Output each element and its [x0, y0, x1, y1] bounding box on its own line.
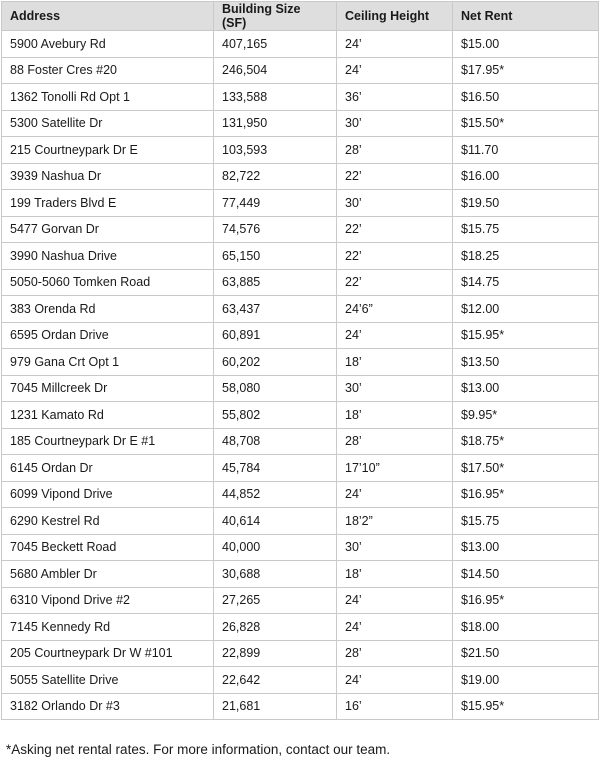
cell-net-rent: $15.95*	[453, 693, 599, 720]
cell-net-rent: $15.75	[453, 508, 599, 535]
cell-building-size: 63,437	[214, 296, 337, 323]
cell-building-size: 30,688	[214, 561, 337, 588]
cell-address: 383 Orenda Rd	[2, 296, 214, 323]
cell-ceiling-height: 18’	[337, 349, 453, 376]
cell-address: 979 Gana Crt Opt 1	[2, 349, 214, 376]
cell-ceiling-height: 16’	[337, 693, 453, 720]
cell-building-size: 40,000	[214, 534, 337, 561]
cell-address: 88 Foster Cres #20	[2, 57, 214, 84]
cell-building-size: 27,265	[214, 587, 337, 614]
cell-address: 3990 Nashua Drive	[2, 243, 214, 270]
cell-address: 215 Courtneypark Dr E	[2, 137, 214, 164]
cell-ceiling-height: 24’6”	[337, 296, 453, 323]
cell-ceiling-height: 24’	[337, 667, 453, 694]
cell-address: 7045 Beckett Road	[2, 534, 214, 561]
cell-building-size: 58,080	[214, 375, 337, 402]
table-row	[2, 31, 599, 58]
table-row	[2, 428, 599, 455]
cell-address: 1231 Kamato Rd	[2, 402, 214, 429]
cell-ceiling-height: 28’	[337, 640, 453, 667]
table-row	[2, 137, 599, 164]
cell-address: 185 Courtneypark Dr E #1	[2, 428, 214, 455]
cell-net-rent: $16.50	[453, 84, 599, 111]
cell-building-size: 407,165	[214, 31, 337, 58]
table-row	[2, 84, 599, 111]
cell-address: 205 Courtneypark Dr W #101	[2, 640, 214, 667]
listings-table-container	[1, 1, 598, 720]
cell-address: 6099 Vipond Drive	[2, 481, 214, 508]
table-row	[2, 57, 599, 84]
table-row	[2, 402, 599, 429]
table-row	[2, 561, 599, 588]
header-ceiling-height: Ceiling Height	[337, 2, 453, 31]
table-row	[2, 296, 599, 323]
cell-building-size: 131,950	[214, 110, 337, 137]
cell-address: 5900 Avebury Rd	[2, 31, 214, 58]
cell-address: 3939 Nashua Dr	[2, 163, 214, 190]
cell-ceiling-height: 30’	[337, 375, 453, 402]
cell-address: 6145 Ordan Dr	[2, 455, 214, 482]
cell-ceiling-height: 30’	[337, 534, 453, 561]
cell-building-size: 60,202	[214, 349, 337, 376]
table-row	[2, 587, 599, 614]
table-row	[2, 375, 599, 402]
cell-net-rent: $18.25	[453, 243, 599, 270]
cell-address: 3182 Orlando Dr #3	[2, 693, 214, 720]
cell-net-rent: $14.75	[453, 269, 599, 296]
cell-ceiling-height: 30’	[337, 190, 453, 217]
table-row	[2, 110, 599, 137]
cell-ceiling-height: 17’10”	[337, 455, 453, 482]
cell-address: 7045 Millcreek Dr	[2, 375, 214, 402]
table-row	[2, 216, 599, 243]
cell-ceiling-height: 22’	[337, 216, 453, 243]
cell-ceiling-height: 30’	[337, 110, 453, 137]
cell-building-size: 26,828	[214, 614, 337, 641]
table-row	[2, 614, 599, 641]
cell-address: 5050-5060 Tomken Road	[2, 269, 214, 296]
cell-building-size: 22,642	[214, 667, 337, 694]
table-row	[2, 667, 599, 694]
table-row	[2, 269, 599, 296]
cell-ceiling-height: 24’	[337, 614, 453, 641]
cell-net-rent: $19.00	[453, 667, 599, 694]
cell-net-rent: $16.95*	[453, 587, 599, 614]
cell-ceiling-height: 24’	[337, 57, 453, 84]
cell-address: 6290 Kestrel Rd	[2, 508, 214, 535]
cell-net-rent: $21.50	[453, 640, 599, 667]
cell-building-size: 74,576	[214, 216, 337, 243]
cell-ceiling-height: 24’	[337, 31, 453, 58]
cell-building-size: 103,593	[214, 137, 337, 164]
cell-net-rent: $16.95*	[453, 481, 599, 508]
cell-ceiling-height: 22’	[337, 269, 453, 296]
cell-net-rent: $15.50*	[453, 110, 599, 137]
cell-building-size: 48,708	[214, 428, 337, 455]
cell-net-rent: $15.95*	[453, 322, 599, 349]
cell-building-size: 65,150	[214, 243, 337, 270]
cell-ceiling-height: 18’	[337, 561, 453, 588]
cell-building-size: 60,891	[214, 322, 337, 349]
cell-net-rent: $12.00	[453, 296, 599, 323]
cell-net-rent: $13.00	[453, 375, 599, 402]
cell-building-size: 44,852	[214, 481, 337, 508]
cell-address: 199 Traders Blvd E	[2, 190, 214, 217]
table-row	[2, 508, 599, 535]
cell-building-size: 22,899	[214, 640, 337, 667]
table-row	[2, 190, 599, 217]
header-building-size: Building Size (SF)	[214, 2, 337, 31]
cell-net-rent: $18.75*	[453, 428, 599, 455]
cell-ceiling-height: 18’	[337, 402, 453, 429]
cell-address: 1362 Tonolli Rd Opt 1	[2, 84, 214, 111]
cell-building-size: 77,449	[214, 190, 337, 217]
table-row	[2, 534, 599, 561]
cell-building-size: 45,784	[214, 455, 337, 482]
cell-net-rent: $17.95*	[453, 57, 599, 84]
table-row	[2, 349, 599, 376]
cell-address: 5477 Gorvan Dr	[2, 216, 214, 243]
cell-ceiling-height: 24’	[337, 322, 453, 349]
header-net-rent: Net Rent	[453, 2, 599, 31]
cell-net-rent: $18.00	[453, 614, 599, 641]
cell-building-size: 21,681	[214, 693, 337, 720]
cell-net-rent: $11.70	[453, 137, 599, 164]
cell-building-size: 63,885	[214, 269, 337, 296]
header-address: Address	[2, 2, 214, 31]
cell-net-rent: $16.00	[453, 163, 599, 190]
cell-address: 7145 Kennedy Rd	[2, 614, 214, 641]
listings-table	[1, 1, 599, 720]
cell-building-size: 40,614	[214, 508, 337, 535]
table-row	[2, 481, 599, 508]
footnote: *Asking net rental rates. For more information, contact our team.	[6, 742, 391, 757]
cell-net-rent: $13.00	[453, 534, 599, 561]
cell-address: 6310 Vipond Drive #2	[2, 587, 214, 614]
cell-net-rent: $9.95*	[453, 402, 599, 429]
cell-net-rent: $13.50	[453, 349, 599, 376]
cell-address: 5300 Satellite Dr	[2, 110, 214, 137]
cell-building-size: 82,722	[214, 163, 337, 190]
cell-net-rent: $17.50*	[453, 455, 599, 482]
cell-ceiling-height: 28’	[337, 137, 453, 164]
table-row	[2, 163, 599, 190]
table-row	[2, 243, 599, 270]
cell-ceiling-height: 22’	[337, 243, 453, 270]
cell-building-size: 246,504	[214, 57, 337, 84]
cell-ceiling-height: 24’	[337, 587, 453, 614]
table-row	[2, 640, 599, 667]
table-row	[2, 322, 599, 349]
table-row	[2, 455, 599, 482]
cell-ceiling-height: 22’	[337, 163, 453, 190]
cell-net-rent: $14.50	[453, 561, 599, 588]
cell-building-size: 133,588	[214, 84, 337, 111]
cell-address: 5055 Satellite Drive	[2, 667, 214, 694]
cell-ceiling-height: 24’	[337, 481, 453, 508]
cell-net-rent: $15.75	[453, 216, 599, 243]
cell-address: 6595 Ordan Drive	[2, 322, 214, 349]
cell-address: 5680 Ambler Dr	[2, 561, 214, 588]
cell-ceiling-height: 28’	[337, 428, 453, 455]
cell-ceiling-height: 18’2”	[337, 508, 453, 535]
cell-building-size: 55,802	[214, 402, 337, 429]
cell-net-rent: $19.50	[453, 190, 599, 217]
cell-net-rent: $15.00	[453, 31, 599, 58]
table-row	[2, 693, 599, 720]
table-header-row	[2, 2, 599, 31]
cell-ceiling-height: 36’	[337, 84, 453, 111]
table-body	[2, 31, 599, 720]
